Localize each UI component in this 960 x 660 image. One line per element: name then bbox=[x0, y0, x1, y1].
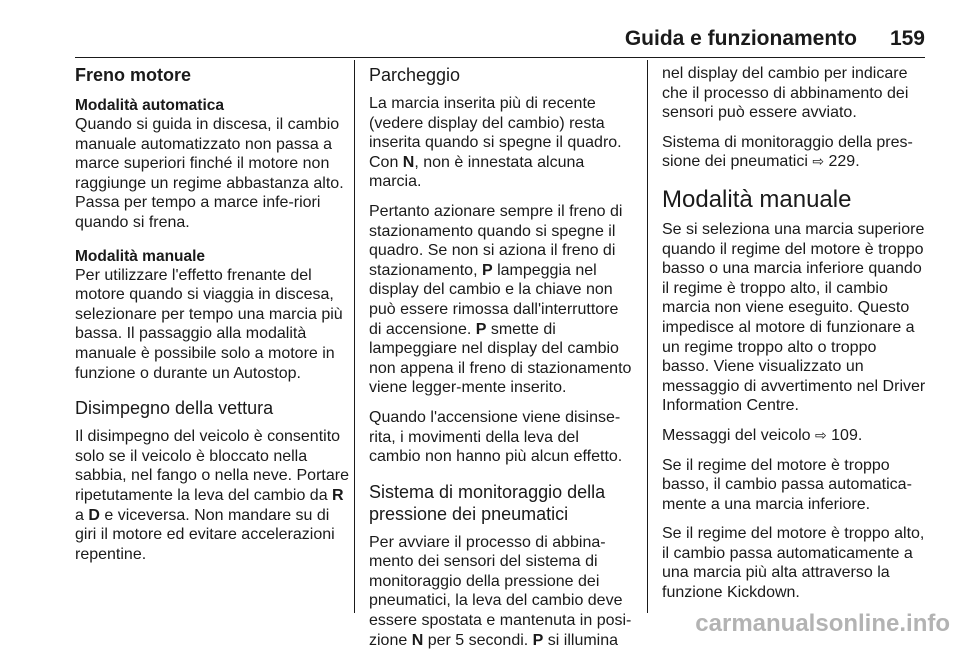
paragraph-manuale-3: Se il regime del motore è troppo alto, il cambio passa automaticamente a una marcia più alta attraverso la funzione Kickdown. bbox=[662, 525, 925, 602]
paragraph-monitoraggio bbox=[369, 533, 634, 651]
page-header bbox=[75, 27, 925, 58]
gear-label-n: N bbox=[411, 631, 424, 649]
text-run: e viceversa. Non mandare su di giri il motore ed evitare accelerazioni repentine. bbox=[75, 506, 335, 563]
paragraph-manuale: Per utilizzare l'effetto frenante del motore quando si viaggia in discesa, selezionare per tempo una marcia più bassa. Il passaggio alla modalità manuale è possibile solo a motore in funzione o durante un Autostop. bbox=[75, 266, 343, 382]
paragraph-disimpegno bbox=[75, 427, 350, 564]
paragraph-tpms-reference bbox=[662, 133, 927, 172]
column-middle bbox=[369, 64, 634, 660]
section-heading-monitoraggio: Sistema di monitoraggio della pressione dei pneumatici bbox=[369, 481, 606, 524]
paragraph-manuale-2: Se il regime del motore è troppo basso, il cambio passa automatica-mente a una marcia inferiore. bbox=[662, 456, 912, 513]
text-run: per 5 secondi. bbox=[423, 631, 533, 649]
watermark: carmanualsonline.info bbox=[695, 610, 950, 637]
text-run: si illumina bbox=[543, 631, 619, 649]
gear-label-r: R bbox=[332, 486, 344, 504]
text-run: lampeggia nel display del cambio e la chiave non può essere rimossa dall'interruttore di accensione. bbox=[369, 261, 619, 338]
gear-label-p: P bbox=[481, 261, 493, 279]
paragraph-continued: nel display del cambio per indicare che il processo di abbinamento dei sensori può essere avviato. bbox=[662, 65, 909, 122]
text-run: smette di lampeggiare nel display del cambio non appena il freno di stazionamento viene legger-mente inserito. bbox=[369, 320, 632, 397]
text-run: Il disimpegno del veicolo è consentito solo se il veicolo è bloccato nella sabbia, nel fango o nella neve. Portare ripetutamente la leva del cambio da bbox=[75, 428, 349, 504]
column-left bbox=[75, 64, 350, 574]
paragraph-parcheggio-2 bbox=[369, 202, 634, 398]
page-reference-icon: ⇨ bbox=[814, 426, 827, 443]
column-divider bbox=[647, 60, 648, 613]
gear-label-d: D bbox=[88, 506, 100, 524]
text-run: Messaggi del veicolo bbox=[662, 426, 815, 444]
page-reference-icon: ⇨ bbox=[812, 153, 825, 170]
paragraph-parcheggio-1 bbox=[369, 94, 634, 192]
text-run: Sistema di monitoraggio della pres-sione dei pneumatici bbox=[662, 133, 913, 171]
section-heading-disimpegno: Disimpegno della vettura bbox=[75, 398, 274, 419]
section-heading-freno-motore: Freno motore bbox=[75, 65, 192, 85]
subheading-modalita-manuale: Modalità manuale bbox=[75, 247, 206, 265]
text-run: , non è innestata alcuna marcia. bbox=[369, 153, 585, 191]
text-run: Per avviare il processo di abbina-mento dei sensori del sistema di monitoraggio della pressione dei pneumatici, la leva del cambio deve essere spostata e mantenuta in posi-zione bbox=[369, 533, 632, 649]
paragraph-messaggi-reference bbox=[662, 426, 927, 446]
subheading-modalita-automatica: Modalità automatica bbox=[75, 97, 224, 114]
gear-label-p: P bbox=[475, 320, 487, 338]
column-divider bbox=[354, 60, 355, 613]
paragraph-automatica: Quando si guida in discesa, il cambio manuale automatizzato non passa a marce superiori finché il motore non raggiunge un regime abbastanza alto. Passa per tempo a marce infe-riori quando si frena. bbox=[75, 116, 344, 231]
page-reference-number: 229. bbox=[824, 153, 860, 171]
page-number: 159 bbox=[889, 27, 925, 50]
column-right bbox=[662, 64, 927, 613]
section-heading-modalita-manuale: Modalità manuale bbox=[662, 185, 852, 213]
gear-label-p: P bbox=[532, 631, 544, 649]
text-run: La marcia inserita più di recente (vedere display del cambio) resta inserita quando si spegne il quadro. Con bbox=[369, 95, 622, 171]
section-heading-parcheggio: Parcheggio bbox=[369, 65, 461, 85]
page-reference-number: 109. bbox=[826, 426, 863, 444]
header-title: Guida e funzionamento bbox=[624, 27, 857, 50]
text-run: Pertanto azionare sempre il freno di stazionamento quando si spegne il quadro. Se non si aziona il freno di stazionamento, bbox=[369, 202, 623, 279]
text-run: a bbox=[75, 506, 89, 524]
gear-label-n: N bbox=[402, 153, 415, 171]
paragraph-parcheggio-3: Quando l'accensione viene disinse-rita, i movimenti della leva del cambio non hanno più alcun effetto. bbox=[369, 408, 623, 466]
paragraph-manuale-1: Se si seleziona una marcia superiore quando il regime del motore è troppo basso o una marcia inferiore quando il regime è troppo alto, il cambio marcia non viene eseguito. Questo impedisce al motore di funzionare a un regime troppo alto o troppo basso. Viene visualizzato un messaggio di avvertimento nel Driver Information Centre. bbox=[662, 220, 926, 415]
